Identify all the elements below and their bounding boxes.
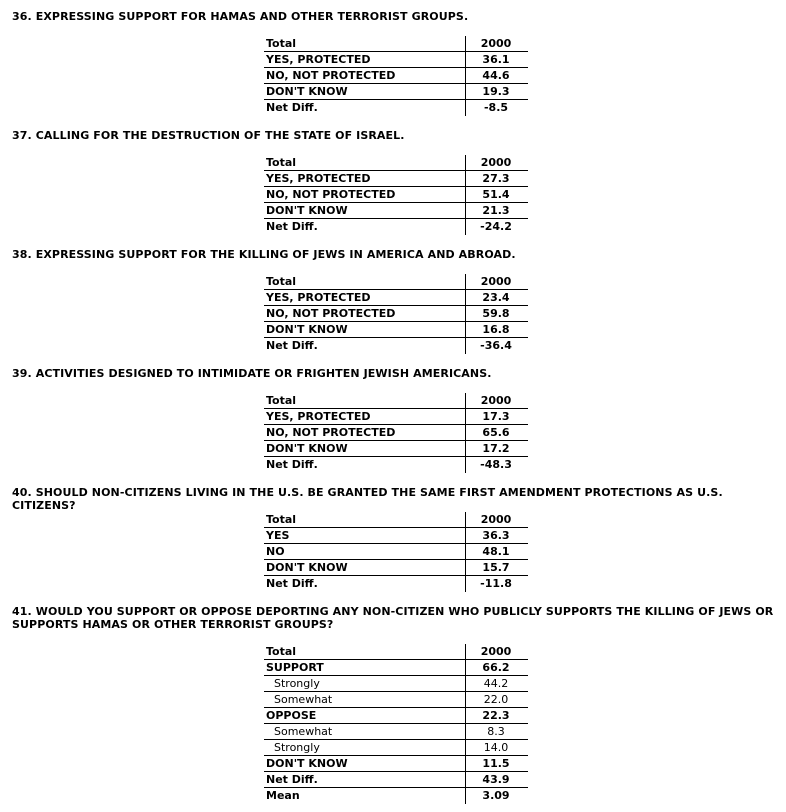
- row-label: DON'T KNOW: [266, 561, 348, 574]
- results-table: [264, 644, 528, 804]
- row-label: DON'T KNOW: [266, 757, 348, 770]
- table-row: [264, 544, 528, 560]
- table-row: [264, 740, 528, 756]
- row-label: Somewhat: [274, 725, 333, 738]
- row-value: 2000: [480, 394, 512, 407]
- table-row: [264, 274, 528, 290]
- table-row: [264, 560, 528, 576]
- row-value: 19.3: [482, 85, 510, 98]
- row-label: DON'T KNOW: [266, 323, 348, 336]
- row-label: NO, NOT PROTECTED: [266, 307, 396, 320]
- table-row: [264, 171, 528, 187]
- row-value: 23.4: [482, 291, 510, 304]
- row-value: 2000: [480, 645, 512, 658]
- row-label: YES, PROTECTED: [266, 172, 371, 185]
- row-value: 14.0: [483, 741, 509, 754]
- row-value: 22.0: [483, 693, 509, 706]
- table-row: [264, 457, 528, 473]
- table-row: [264, 724, 528, 740]
- row-label: Net Diff.: [266, 339, 318, 352]
- row-value: 66.2: [482, 661, 510, 674]
- row-value: 36.3: [482, 529, 510, 542]
- row-label: Mean: [266, 789, 300, 802]
- table-row: [264, 322, 528, 338]
- row-value: 16.8: [482, 323, 510, 336]
- row-value: -11.8: [480, 577, 512, 590]
- table-row: [264, 644, 528, 660]
- question-title: 36. EXPRESSING SUPPORT FOR HAMAS AND OTHER TERRORIST GROUPS.: [12, 10, 469, 23]
- row-label: Strongly: [274, 677, 320, 690]
- table-row: [264, 203, 528, 219]
- row-value: 2000: [480, 37, 512, 50]
- row-label: Strongly: [274, 741, 320, 754]
- row-label: Total: [266, 156, 297, 169]
- table-row: [264, 36, 528, 52]
- row-label: OPPOSE: [266, 709, 317, 722]
- table-row: [264, 219, 528, 235]
- row-value: 2000: [480, 275, 512, 288]
- table-row: [264, 512, 528, 528]
- table-row: [264, 393, 528, 409]
- results-table: [264, 512, 528, 592]
- table-row: [264, 306, 528, 322]
- row-value: -36.4: [480, 339, 512, 352]
- table-row: [264, 155, 528, 171]
- row-value: -24.2: [480, 220, 512, 233]
- row-value: 11.5: [482, 757, 510, 770]
- row-label: Total: [266, 394, 297, 407]
- row-label: NO, NOT PROTECTED: [266, 69, 396, 82]
- table-row: [264, 788, 528, 804]
- question-title: 39. ACTIVITIES DESIGNED TO INTIMIDATE OR FRIGHTEN JEWISH AMERICANS.: [12, 367, 492, 380]
- row-label: Total: [266, 645, 297, 658]
- row-label: YES, PROTECTED: [266, 410, 371, 423]
- table-row: [264, 68, 528, 84]
- row-label: NO, NOT PROTECTED: [266, 426, 396, 439]
- row-label: SUPPORT: [266, 661, 324, 674]
- question-title: 41. WOULD YOU SUPPORT OR OPPOSE DEPORTING ANY NON-CITIZEN WHO PUBLICLY SUPPORTS THE KILLING OF JEWS OR SUPPORTS HAMAS OR OTHER TERRORIST GROUPS?: [12, 605, 774, 631]
- row-label: Net Diff.: [266, 458, 318, 471]
- table-row: [264, 187, 528, 203]
- question-title: 37. CALLING FOR THE DESTRUCTION OF THE STATE OF ISRAEL.: [12, 129, 405, 142]
- row-value: 51.4: [482, 188, 510, 201]
- row-label: Net Diff.: [266, 220, 318, 233]
- results-table: [264, 155, 528, 235]
- row-value: 21.3: [482, 204, 510, 217]
- row-value: 15.7: [482, 561, 510, 574]
- row-label: NO, NOT PROTECTED: [266, 188, 396, 201]
- row-value: 17.2: [482, 442, 510, 455]
- row-value: 48.1: [482, 545, 510, 558]
- table-row: [264, 660, 528, 676]
- row-value: 27.3: [482, 172, 510, 185]
- row-value: 8.3: [487, 725, 505, 738]
- table-row: [264, 676, 528, 692]
- row-value: 44.6: [482, 69, 510, 82]
- question-title: 40. SHOULD NON-CITIZENS LIVING IN THE U.S. BE GRANTED THE SAME FIRST AMENDMENT PROTECTIONS AS U.S. CITIZENS?: [12, 486, 723, 512]
- row-value: 43.9: [482, 773, 510, 786]
- table-row: [264, 692, 528, 708]
- results-table: [264, 274, 528, 354]
- row-label: NO: [266, 545, 285, 558]
- row-value: 59.8: [482, 307, 510, 320]
- row-value: 36.1: [482, 53, 510, 66]
- row-label: DON'T KNOW: [266, 442, 348, 455]
- row-label: YES: [266, 529, 290, 542]
- table-row: [264, 708, 528, 724]
- table-row: [264, 290, 528, 306]
- row-value: 17.3: [482, 410, 510, 423]
- table-row: [264, 100, 528, 116]
- table-row: [264, 52, 528, 68]
- table-row: [264, 441, 528, 457]
- row-label: Somewhat: [274, 693, 333, 706]
- row-value: 65.6: [482, 426, 510, 439]
- table-row: [264, 425, 528, 441]
- row-value: 3.09: [482, 789, 510, 802]
- row-label: Net Diff.: [266, 577, 318, 590]
- row-label: Net Diff.: [266, 101, 318, 114]
- results-table: [264, 393, 528, 473]
- row-label: Total: [266, 275, 297, 288]
- row-label: Total: [266, 513, 297, 526]
- table-row: [264, 84, 528, 100]
- row-label: Total: [266, 37, 297, 50]
- table-row: [264, 772, 528, 788]
- table-row: [264, 528, 528, 544]
- row-value: 2000: [480, 156, 512, 169]
- table-row: [264, 338, 528, 354]
- row-label: Net Diff.: [266, 773, 318, 786]
- row-value: 2000: [480, 513, 512, 526]
- table-row: [264, 756, 528, 772]
- row-label: YES, PROTECTED: [266, 291, 371, 304]
- row-label: YES, PROTECTED: [266, 53, 371, 66]
- results-table: [264, 36, 528, 116]
- row-value: -48.3: [480, 458, 512, 471]
- table-row: [264, 409, 528, 425]
- table-row: [264, 576, 528, 592]
- row-label: DON'T KNOW: [266, 204, 348, 217]
- question-title: 38. EXPRESSING SUPPORT FOR THE KILLING OF JEWS IN AMERICA AND ABROAD.: [12, 248, 516, 261]
- row-value: 22.3: [482, 709, 510, 722]
- row-value: 44.2: [483, 677, 509, 690]
- row-value: -8.5: [483, 101, 509, 114]
- row-label: DON'T KNOW: [266, 85, 348, 98]
